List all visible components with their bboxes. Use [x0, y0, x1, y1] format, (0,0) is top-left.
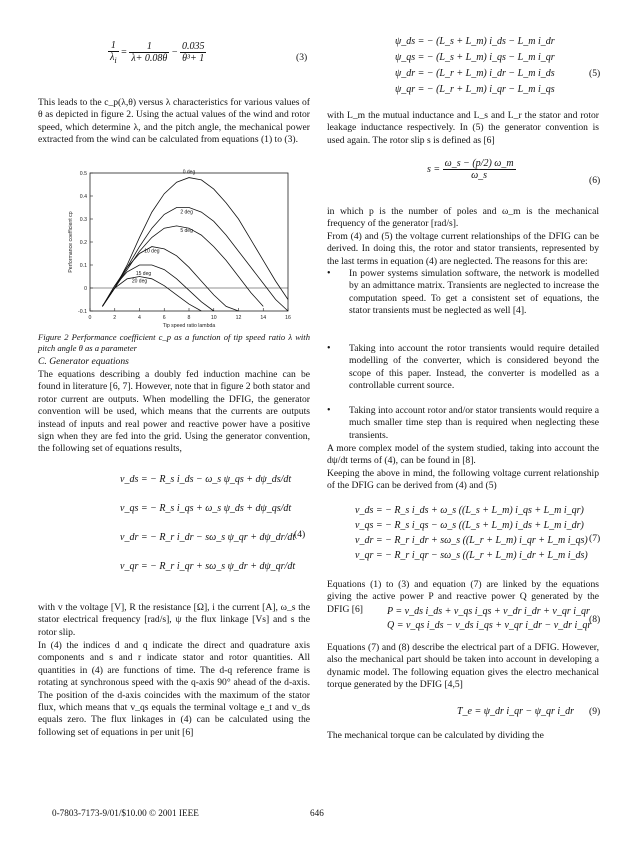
eq3-term2 — [180, 41, 207, 64]
x-tick-label: 4 — [138, 315, 141, 321]
eq6-den: ω_s — [471, 170, 488, 181]
series-label: 20 deg — [131, 278, 148, 285]
paragraph-poles: in which p is the number of poles and ω_m is the mechanical frequency of the generator [rad/s]. — [327, 206, 599, 230]
x-tick-label: 10 — [210, 315, 217, 321]
series-label: 2 deg — [180, 209, 193, 216]
y-axis-label: Performance coefficient cp — [68, 211, 74, 273]
bullet-2-dot: • — [327, 343, 331, 354]
equation-3-number: (3) — [296, 52, 308, 63]
equation-4-number: (4) — [294, 529, 306, 540]
bullet-1-dot: • — [327, 268, 331, 279]
equation-7-line-4: v_qr = − R_r i_qr − sω_s ((L_r + L_m) i_dr + L_m i_ds) — [355, 550, 588, 561]
paragraph-electrical-part: Equations (7) and (8) describe the electrical part of a DFIG. However, also the mechanical part should be taken into account in developing a dynamic model. The following equation gives the electro mechanical torque generated by the DFIG [4,5] — [327, 642, 599, 691]
paragraph-power-link: Equations (1) to (3) and equation (7) are linked by the equations giving the active power P and reactive power Q generated by the DFIG [6] — [327, 579, 599, 615]
x-tick-label: 2 — [113, 315, 117, 321]
equation-8-number: (8) — [589, 614, 601, 625]
footer-copyright: 0-7803-7173-9/01/$10.00 © 2001 IEEE — [52, 808, 199, 818]
figure-2-chart — [38, 165, 310, 333]
series-label: 0 deg — [182, 169, 196, 176]
equation-6 — [427, 158, 577, 198]
x-tick-label: 14 — [260, 315, 267, 321]
eq3-term2-den: θ³+ 1 — [182, 53, 205, 64]
equation-7-number: (7) — [589, 533, 601, 544]
paragraph-inductances: with L_m the mutual inductance and L_s and L_r the stator and rotor leakage inductance respectively. In (5) the generator convention is used again. The rotor slip s is defined as [6] — [327, 110, 599, 146]
paragraph-mechanical-torque: The mechanical torque can be calculated by dividing the — [327, 730, 544, 741]
eq6-fraction — [443, 158, 516, 181]
eq3-term1-num: 1 — [129, 41, 169, 53]
eq3-lhs-den-sub: i — [114, 56, 117, 65]
y-tick-label: 0.5 — [79, 171, 87, 177]
eq3-lhs — [108, 40, 119, 65]
equation-4-line-3: v_dr = − R_r i_dr − sω_s ψ_qr + dψ_dr/dt — [120, 532, 296, 543]
paragraph-keeping-in-mind: Keeping the above in mind, the following voltage current relationship of the DFIG can be derived from (4) and (5) — [327, 468, 599, 492]
equation-9-number: (9) — [589, 706, 601, 717]
equation-7-line-3: v_dr = − R_r i_dr + sω_s ((L_r + L_m) i_qr + L_m i_qs) — [355, 535, 588, 546]
equation-5-line-1: ψ_ds = − (L_s + L_m) i_ds − L_m i_dr — [395, 36, 555, 47]
eq3-lhs-num: 1 — [108, 40, 119, 52]
equation-5-line-3: ψ_dr = − (L_r + L_m) i_dr − L_m i_ds — [395, 68, 555, 79]
eq3-minus: − — [171, 46, 178, 58]
bullet-3-dot: • — [327, 405, 331, 416]
equation-6-number: (6) — [589, 175, 601, 186]
bullet-2: Taking into account the rotor transients would require detailed modelling of the converter, which is considered beyond the scope of this paper. Instead, the converter is modelled as a controllable current source. — [349, 343, 599, 392]
bullet-3: Taking into account rotor and/or stator transients would require a much smaller time step than is required when neglecting these transients. — [349, 405, 599, 441]
eq3-lhs-den-sym: λ — [110, 52, 115, 63]
series-line-10-deg — [102, 247, 238, 311]
equation-5-line-4: ψ_qr = − (L_r + L_m) i_qr − L_m i_qs — [395, 84, 555, 95]
x-tick-label: 12 — [235, 315, 242, 321]
series-line-0-deg — [102, 178, 288, 307]
equation-7 — [355, 505, 587, 567]
paragraph-generator-equations: The equations describing a doubly fed induction machine can be found in literature [6, 7]. However, note that in figure 2 both stator and rotor current are outputs. When modelling the DFIG, the generator convention will be used, which means that the currents are outputs instead of inputs and real power and reactive power have a positive sign when they are fed into the grid. Using the generator convention, the following set of equations results, — [38, 369, 310, 455]
equation-4 — [120, 474, 296, 592]
y-tick-label: 0.1 — [79, 263, 87, 269]
section-c-heading: C. Generator equations — [38, 356, 129, 367]
equation-4-line-2: v_qs = − R_s i_qs + ω_s ψ_ds + dψ_qs/dt — [120, 503, 292, 514]
equation-7-line-1: v_ds = − R_s i_ds + ω_s ((L_s + L_m) i_qs + L_m i_qr) — [355, 505, 584, 516]
equation-3: $\frac{1}{\lambda_i}$ = $\frac{1}{\lambda+ 0.08\theta}$ − $\frac{0.035}{\text{θ³+ 1}}$ — [110, 40, 205, 65]
series-label: 5 deg — [180, 227, 193, 234]
bullet-1: In power systems simulation software, the network is modelled by an admittance matrix. Transients are neglected to increase the computation speed. To get a consistent set of equations, the stator transients must be neglected as well [4]. — [349, 268, 599, 317]
series-label: 15 deg — [135, 271, 152, 277]
paragraph-variable-definitions: with v the voltage [V], R the resistance [Ω], i the current [A], ω_s the stator electrical frequency [rad/s], ψ the flux linkage [Vs] and s the rotor slip. — [38, 602, 310, 638]
x-tick-label: 6 — [162, 315, 166, 321]
paragraph-dq-frame: In (4) the indices d and q indicate the direct and quadrature axis components and s and r indicate stator and rotor quantities. All quantities in (4) are functions of time. The d-q reference frame is rotating at synchronous speed with the q-axis 90° ahead of the d-axis. The position of the d-axis coincides with the maximum of the stator flux, which means that v_qs equals the terminal voltage e_t and v_ds equals zero. The flux linkages in (4) can be calculated using the following set of equations in per unit [6] — [38, 640, 310, 738]
x-tick-label: 8 — [187, 315, 191, 321]
y-tick-label: 0 — [84, 286, 87, 292]
paragraph-complex-model: A more complex model of the system studied, taking into account the dψ/dt terms of (4), can be found in [8]. — [327, 443, 599, 467]
equation-5-line-2: ψ_qs = − (L_s + L_m) i_qs − L_m i_qr — [395, 52, 555, 63]
y-tick-label: 0.3 — [79, 217, 87, 223]
equation-8-line-2: Q = v_qs i_ds − v_ds i_qs + v_qr i_dr − v_dr i_qr — [387, 620, 592, 631]
equation-4-line-1: v_ds = − R_s i_ds − ω_s ψ_qs + dψ_ds/dt — [120, 474, 292, 485]
x-axis-label: Tip speed ratio lambda — [162, 323, 216, 329]
eq3-term2-num: 0.035 — [181, 41, 205, 52]
equation-8-line-1: P = v_ds i_ds + v_qs i_qs + v_dr i_dr + v_qr i_qr — [387, 606, 590, 617]
eq6-num: ω_s − (p/2) ω_m — [444, 158, 514, 169]
x-tick-label: 16 — [285, 315, 291, 321]
equation-5 — [395, 36, 555, 102]
y-tick-label: -0.1 — [78, 309, 87, 315]
equation-9: T_e = ψ_dr i_qr − ψ_qr i_dr — [457, 706, 575, 717]
footer-page-number: 646 — [310, 808, 324, 818]
eq3-lhs-den — [108, 52, 119, 65]
series-label: 10 deg — [144, 248, 160, 255]
y-tick-label: 0.2 — [79, 240, 87, 246]
x-tick-label: 0 — [88, 315, 92, 321]
figure-2-caption: Figure 2 Performance coefficient c_p as a function of tip speed ratio λ with pitch angle θ as a parameter — [38, 332, 310, 353]
eq6-lhs: s = — [427, 163, 441, 175]
equation-7-line-2: v_qs = − R_s i_qs − ω_s ((L_s + L_m) i_ds + L_m i_dr) — [355, 520, 584, 531]
eq3-term1-den: λ+ 0.08θ — [131, 53, 168, 64]
paragraph-voltage-current: From (4) and (5) the voltage current relationships of the DFIG can be derived. In doing this, the rotor and stator transients, represented by the last terms in equation (4) are neglected. The reasons for this are: — [327, 231, 599, 267]
equation-5-number: (5) — [589, 68, 601, 79]
equation-8 — [387, 606, 592, 636]
equation-4-line-4: v_qr = − R_r i_qr + sω_s ψ_dr + dψ_qr/dt — [120, 561, 296, 572]
series-line-2-deg — [102, 208, 288, 312]
y-tick-label: 0.4 — [79, 194, 87, 200]
paragraph-cp-characteristics: This leads to the c_p(λ,θ) versus λ characteristics for various values of θ as depicted in figure 2. Using the actual values of the wind and rotor speed, which determine λ, and the pitch angle, the mechanical power extracted from the wind can be calculated from equations (1) to (3). — [38, 97, 310, 146]
eq3-term1 — [129, 41, 169, 64]
